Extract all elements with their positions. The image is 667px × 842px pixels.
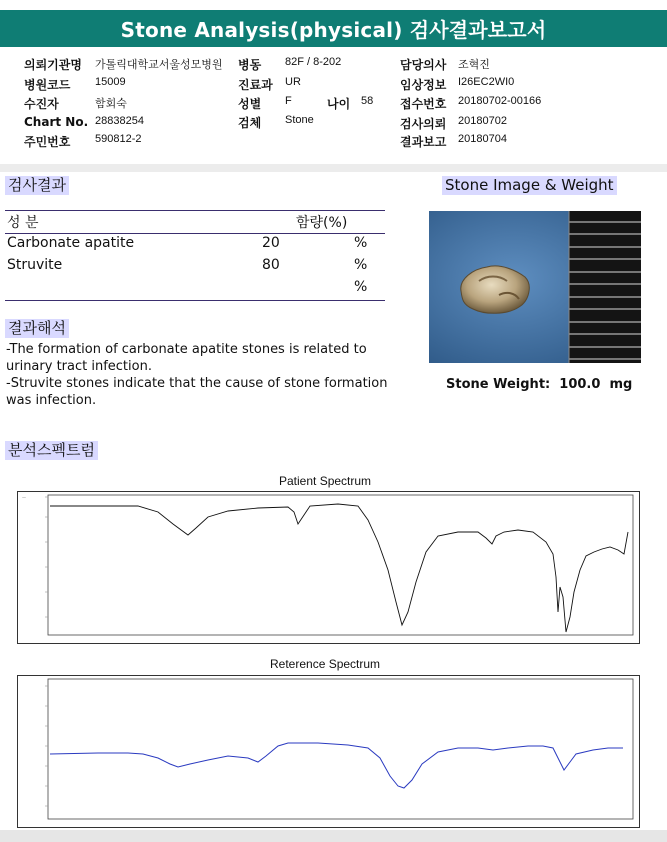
value-patient-name: 함회숙	[95, 98, 127, 110]
label-requesting-institution: 의뢰기관명	[24, 58, 82, 72]
interpretation-line: -Struvite stones indicate that the cause of stone formation was infection.	[6, 376, 388, 408]
header-amount: 함량(%)	[296, 215, 348, 231]
value-receipt-number: 20180702-00166	[458, 95, 542, 107]
interpretation-text	[6, 341, 398, 409]
component-value: 20	[262, 235, 280, 251]
label-specimen: 검체	[238, 116, 262, 130]
component-value: 80	[262, 257, 280, 273]
label-report-date: 결과보고	[400, 135, 447, 149]
results-table-bottom-rule	[5, 300, 385, 301]
label-request-date: 검사의뢰	[400, 117, 447, 131]
footer-band	[0, 830, 667, 842]
component-unit: %	[354, 235, 368, 251]
reference-spectrum-chart	[17, 675, 640, 828]
label-resident-number: 주민번호	[24, 135, 71, 149]
label-hospital-code: 병원코드	[24, 78, 71, 92]
stone-photo	[429, 211, 641, 363]
value-resident-number: 590812-2	[95, 133, 142, 145]
weight-label: Stone Weight:	[446, 377, 551, 392]
header-component: 성 분	[7, 215, 39, 231]
value-hospital-code: 15009	[95, 76, 126, 88]
value-age: 58	[361, 95, 374, 107]
label-patient-name: 수진자	[24, 97, 59, 111]
stone-section-title: Stone Image & Weight	[442, 176, 617, 195]
label-clinical-info: 임상정보	[400, 78, 447, 92]
divider-band	[0, 164, 667, 172]
spectrum-section-title: 분석스펙트럼	[5, 441, 98, 460]
value-clinical-info: I26EC2WI0	[458, 76, 515, 88]
interpretation-section-title: 결과해석	[5, 319, 69, 338]
weight-unit: mg	[609, 377, 633, 392]
patient-spectrum-chart	[17, 491, 640, 644]
component-name: Struvite	[7, 257, 63, 273]
results-section-title: 검사결과	[5, 176, 69, 195]
component-name: Carbonate apatite	[7, 235, 135, 251]
label-sex: 성별	[238, 97, 262, 111]
label-age: 나이	[327, 97, 351, 111]
component-unit: %	[354, 257, 368, 273]
stone-weight	[446, 377, 632, 392]
patient-spectrum-title: Patient Spectrum	[279, 474, 372, 488]
weight-value: 100.0	[559, 377, 601, 392]
svg-text:—: —	[22, 495, 26, 500]
value-department: UR	[285, 76, 301, 88]
label-receipt-number: 접수번호	[400, 97, 447, 111]
value-physician: 조혁진	[458, 59, 490, 71]
reference-spectrum-title: Reterence Spectrum	[270, 657, 381, 671]
label-department: 진료과	[238, 78, 273, 92]
value-report-date: 20180704	[458, 133, 507, 145]
results-table-header	[5, 210, 385, 234]
value-requesting-institution: 가톨릭대학교서울성모병원	[95, 59, 223, 71]
interpretation-line: -The formation of carbonate apatite stones is related to urinary tract infection.	[6, 342, 367, 374]
value-chart-no: 28838254	[95, 115, 144, 127]
label-chart-no: Chart No.	[24, 115, 89, 129]
label-physician: 담당의사	[400, 58, 447, 72]
patient-info-block	[0, 52, 667, 165]
report-title: Stone Analysis(physical) 검사결과보고서	[0, 10, 667, 47]
value-sex: F	[285, 95, 292, 107]
value-ward: 82F / 8-202	[285, 56, 342, 68]
component-unit: %	[354, 279, 368, 295]
value-request-date: 20180702	[458, 115, 507, 127]
label-ward: 병동	[238, 58, 262, 72]
value-specimen: Stone	[285, 114, 314, 126]
